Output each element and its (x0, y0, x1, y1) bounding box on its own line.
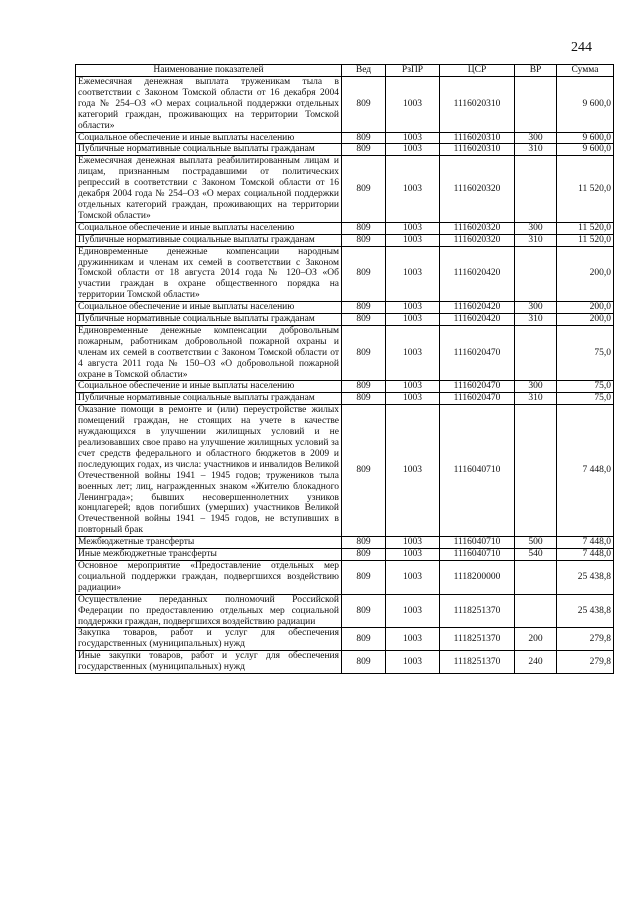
cell-sum: 9 600,0 (557, 77, 614, 133)
cell-sum: 200,0 (557, 246, 614, 302)
cell-name: Иные межбюджетные трансферты (76, 549, 342, 561)
cell-sum: 279,8 (557, 651, 614, 674)
table-row (76, 381, 614, 393)
cell-csr: 1116020310 (440, 144, 515, 156)
cell-csr: 1118251370 (440, 651, 515, 674)
cell-vr: 310 (515, 234, 557, 246)
cell-rzpr: 1003 (386, 381, 440, 393)
table-row (76, 560, 614, 594)
header-row (76, 65, 614, 77)
table-row (76, 234, 614, 246)
cell-name: Социальное обеспечение и иные выплаты населению (76, 132, 342, 144)
cell-name: Публичные нормативные социальные выплаты гражданам (76, 314, 342, 326)
cell-sum: 11 520,0 (557, 222, 614, 234)
cell-name: Публичные нормативные социальные выплаты гражданам (76, 144, 342, 156)
table-row (76, 594, 614, 628)
cell-rzpr: 1003 (386, 549, 440, 561)
cell-vr (515, 156, 557, 222)
table-row (76, 651, 614, 674)
cell-csr: 1116040710 (440, 537, 515, 549)
cell-vr (515, 594, 557, 628)
cell-vr (515, 560, 557, 594)
cell-csr: 1116020320 (440, 222, 515, 234)
cell-name: Основное мероприятие «Предоставление отдельных мер социальной поддержки граждан, подвергшихся воздействию радиации» (76, 560, 342, 594)
cell-rzpr: 1003 (386, 222, 440, 234)
cell-vr: 240 (515, 651, 557, 674)
cell-name: Публичные нормативные социальные выплаты гражданам (76, 234, 342, 246)
cell-sum: 200,0 (557, 302, 614, 314)
header-name: Наименование показателей (76, 65, 342, 77)
cell-csr: 1118251370 (440, 628, 515, 651)
cell-csr: 1116020320 (440, 234, 515, 246)
cell-ved: 809 (342, 156, 386, 222)
table-body (76, 77, 614, 674)
cell-csr: 1118251370 (440, 594, 515, 628)
header-sum: Сумма (557, 65, 614, 77)
cell-rzpr: 1003 (386, 537, 440, 549)
cell-name: Публичные нормативные социальные выплаты гражданам (76, 393, 342, 405)
header-vr: ВР (515, 65, 557, 77)
cell-vr: 540 (515, 549, 557, 561)
cell-name: Единовременные денежные компенсации добровольным пожарным, работникам добровольной пожарной охраны и членам их семей в соответствии с Законом Томской области от 4 августа 2011 года № 150–ОЗ «О добровольной пожарной охране в Томской области» (76, 325, 342, 381)
table-row (76, 144, 614, 156)
table-row (76, 628, 614, 651)
cell-rzpr: 1003 (386, 314, 440, 326)
cell-rzpr: 1003 (386, 156, 440, 222)
cell-vr (515, 405, 557, 537)
cell-rzpr: 1003 (386, 246, 440, 302)
cell-ved: 809 (342, 246, 386, 302)
cell-csr: 1116040710 (440, 405, 515, 537)
cell-sum: 75,0 (557, 381, 614, 393)
cell-csr: 1116020470 (440, 325, 515, 381)
cell-csr: 1116020310 (440, 77, 515, 133)
cell-vr (515, 77, 557, 133)
cell-ved: 809 (342, 628, 386, 651)
cell-sum: 7 448,0 (557, 405, 614, 537)
cell-rzpr: 1003 (386, 77, 440, 133)
cell-vr: 310 (515, 144, 557, 156)
cell-csr: 1116040710 (440, 549, 515, 561)
cell-sum: 279,8 (557, 628, 614, 651)
cell-name: Осуществление переданных полномочий Российской Федерации по предоставлению отдельных мер социальной поддержки граждан, подвергшихся воздействию радиации (76, 594, 342, 628)
cell-csr: 1116020470 (440, 393, 515, 405)
table-row (76, 405, 614, 537)
table-row (76, 156, 614, 222)
table-row (76, 537, 614, 549)
cell-vr: 500 (515, 537, 557, 549)
cell-vr (515, 246, 557, 302)
cell-ved: 809 (342, 234, 386, 246)
table-row (76, 132, 614, 144)
table-row (76, 77, 614, 133)
cell-name: Ежемесячная денежная выплата реабилитированным лицам и лицам, признанным пострадавшими от политических репрессий в соответствии с Законом Томской области от 16 декабря 2004 года № 254–ОЗ «О мерах социальной поддержки отдельных категорий граждан, проживающих на территории Томской области» (76, 156, 342, 222)
cell-rzpr: 1003 (386, 302, 440, 314)
cell-ved: 809 (342, 560, 386, 594)
cell-vr (515, 325, 557, 381)
cell-vr: 200 (515, 628, 557, 651)
cell-sum: 11 520,0 (557, 156, 614, 222)
cell-ved: 809 (342, 302, 386, 314)
cell-csr: 1118200000 (440, 560, 515, 594)
cell-csr: 1116020420 (440, 246, 515, 302)
cell-name: Социальное обеспечение и иные выплаты населению (76, 381, 342, 393)
cell-csr: 1116020420 (440, 314, 515, 326)
table-row (76, 222, 614, 234)
cell-name: Оказание помощи в ремонте и (или) переустройстве жилых помещений граждан, не стоящих на учете в качестве нуждающихся в улучшении жилищных условий и не реализовавших свое право на улучшение жилищных условий за счет средств федерального и областного бюджетов в 2009 и последующих годах, из числа: участников и инвалидов Великой Отечественной войны 1941 – 1945 годов; тружеников тыла военных лет; лиц, награжденных знаком «Жителю блокадного Ленинграда»; бывших несовершеннолетних узников концлагерей; вдов погибших (умерших) участников Великой Отечественной войны 1941 – 1945 годов, не вступивших в повторный брак (76, 405, 342, 537)
page-number: 244 (571, 40, 592, 55)
cell-ved: 809 (342, 314, 386, 326)
cell-vr: 310 (515, 314, 557, 326)
cell-name: Закупка товаров, работ и услуг для обеспечения государственных (муниципальных) нужд (76, 628, 342, 651)
table-row (76, 314, 614, 326)
cell-name: Единовременные денежные компенсации народным дружинникам и членам их семей в соответствии с Законом Томской области от 18 августа 2014 года № 120–ОЗ «Об участии граждан в охране общественного порядка на территории Томской области» (76, 246, 342, 302)
cell-sum: 75,0 (557, 325, 614, 381)
cell-ved: 809 (342, 594, 386, 628)
cell-ved: 809 (342, 381, 386, 393)
cell-rzpr: 1003 (386, 594, 440, 628)
cell-sum: 11 520,0 (557, 234, 614, 246)
cell-ved: 809 (342, 325, 386, 381)
cell-rzpr: 1003 (386, 393, 440, 405)
budget-table (75, 64, 614, 674)
cell-rzpr: 1003 (386, 132, 440, 144)
cell-csr: 1116020320 (440, 156, 515, 222)
table-row (76, 246, 614, 302)
cell-vr: 300 (515, 302, 557, 314)
table-row (76, 549, 614, 561)
cell-sum: 75,0 (557, 393, 614, 405)
cell-vr: 300 (515, 132, 557, 144)
cell-rzpr: 1003 (386, 234, 440, 246)
table-row (76, 393, 614, 405)
cell-rzpr: 1003 (386, 325, 440, 381)
cell-name: Иные закупки товаров, работ и услуг для обеспечения государственных (муниципальных) нужд (76, 651, 342, 674)
cell-vr: 310 (515, 393, 557, 405)
cell-ved: 809 (342, 132, 386, 144)
cell-vr: 300 (515, 381, 557, 393)
cell-csr: 1116020420 (440, 302, 515, 314)
cell-rzpr: 1003 (386, 405, 440, 537)
header-csr: ЦСР (440, 65, 515, 77)
cell-vr: 300 (515, 222, 557, 234)
table-row (76, 302, 614, 314)
cell-ved: 809 (342, 651, 386, 674)
table-row (76, 325, 614, 381)
cell-sum: 9 600,0 (557, 144, 614, 156)
cell-rzpr: 1003 (386, 560, 440, 594)
cell-ved: 809 (342, 393, 386, 405)
cell-rzpr: 1003 (386, 628, 440, 651)
cell-sum: 25 438,8 (557, 594, 614, 628)
cell-ved: 809 (342, 549, 386, 561)
cell-name: Ежемесячная денежная выплата труженикам тыла в соответствии с Законом Томской области от 16 декабря 2004 года № 254–ОЗ «О мерах социальной поддержки отдельных категорий граждан, проживающих на территории Томской области» (76, 77, 342, 133)
header-rzpr: РзПР (386, 65, 440, 77)
cell-sum: 9 600,0 (557, 132, 614, 144)
cell-name: Межбюджетные трансферты (76, 537, 342, 549)
cell-name: Социальное обеспечение и иные выплаты населению (76, 302, 342, 314)
header-ved: Вед (342, 65, 386, 77)
cell-sum: 25 438,8 (557, 560, 614, 594)
cell-csr: 1116020470 (440, 381, 515, 393)
cell-ved: 809 (342, 537, 386, 549)
cell-ved: 809 (342, 222, 386, 234)
cell-ved: 809 (342, 405, 386, 537)
cell-rzpr: 1003 (386, 651, 440, 674)
cell-sum: 7 448,0 (557, 549, 614, 561)
cell-name: Социальное обеспечение и иные выплаты населению (76, 222, 342, 234)
cell-rzpr: 1003 (386, 144, 440, 156)
cell-csr: 1116020310 (440, 132, 515, 144)
cell-sum: 7 448,0 (557, 537, 614, 549)
cell-ved: 809 (342, 144, 386, 156)
cell-sum: 200,0 (557, 314, 614, 326)
cell-ved: 809 (342, 77, 386, 133)
